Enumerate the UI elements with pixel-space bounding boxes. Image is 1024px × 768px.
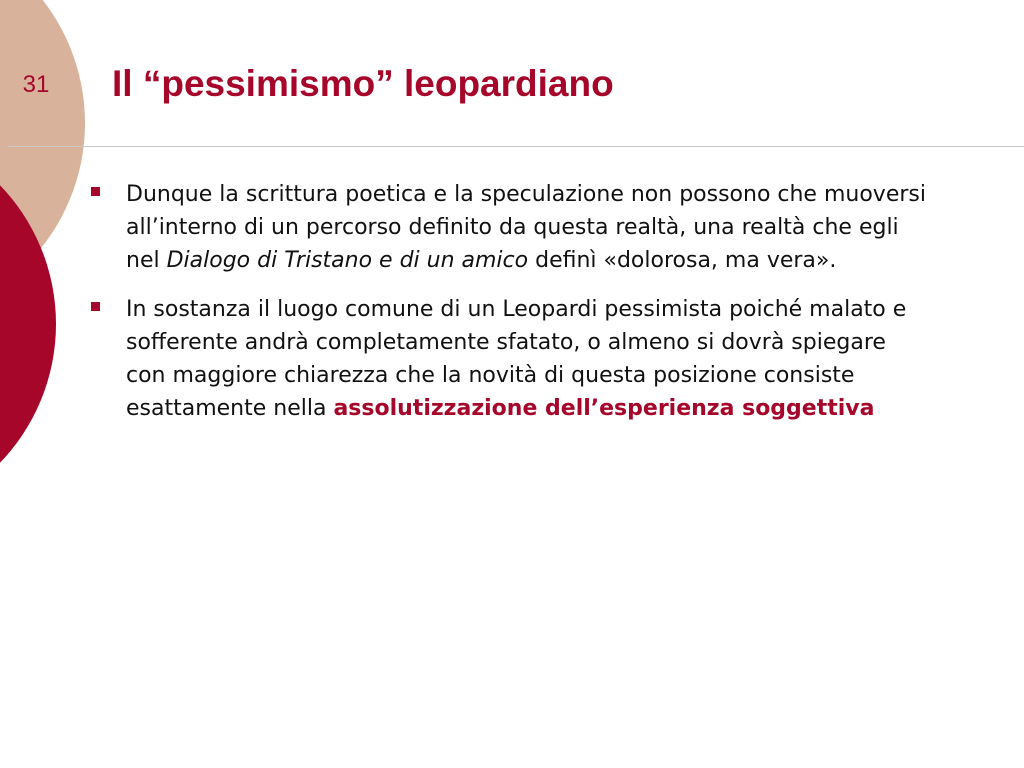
slide-title: Il “pessimismo” leopardiano: [112, 63, 614, 104]
slide-number: 31: [22, 71, 50, 98]
bullet-1-text-start: Dunque la scrittura poetica e la speculazione non possono che muoversi all’interno di un percorso definito da questa realtà, una realtà che egli nel: [126, 182, 926, 273]
bullet-2-highlight: assolutizzazione dell’esperienza soggettiva: [333, 396, 875, 421]
bullet-item-2: [86, 293, 926, 425]
bullet-1-text-end: definì «dolorosa, ma vera».: [528, 248, 837, 273]
bullet-item-1: [86, 178, 926, 277]
square-bullet-icon: [91, 187, 100, 196]
bullet-2-text: In sostanza il luogo comune di un Leopardi pessimista poiché malato e sofferente andrà completamente sfatato, o almeno si dovrà spiegare con maggiore chiarezza che la novità di questa posizione consiste esattamente nella: [126, 297, 907, 421]
bullet-1-italic-title: Dialogo di Tristano e di un amico: [166, 248, 529, 273]
title-divider: [8, 146, 1024, 147]
bullet-list: [86, 178, 926, 441]
square-bullet-icon: [91, 302, 100, 311]
